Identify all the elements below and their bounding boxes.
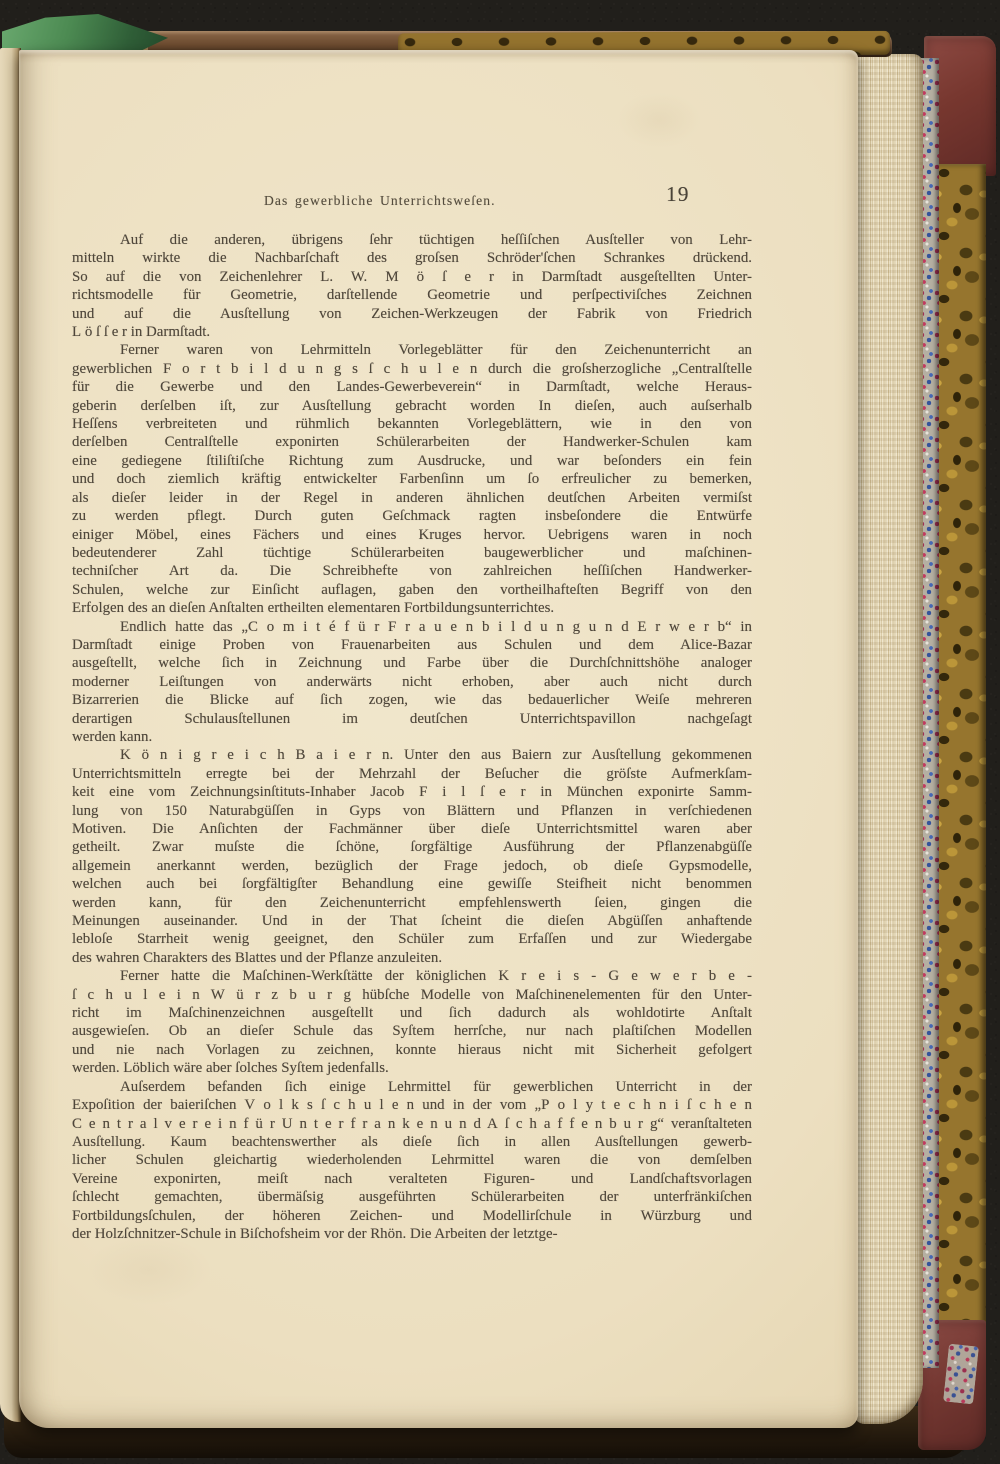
- text-line: richtsmodelle für Geometrie, darſtellende Geometrie und perſpectiviſches Zeichnen: [72, 287, 752, 304]
- page-number: 19: [666, 182, 690, 206]
- text-line: Ferner hatte die Maſchinen-Werkſtätte der königlichen K r e i s - G e w e r b e -: [120, 968, 752, 985]
- text-line: zu werden pflegt. Durch guten Geſchmack ragten insbeſondere die Entwürfe: [72, 508, 752, 525]
- text-line: geberin derſelben iſt, zur Ausſtellung gebracht worden In dieſen, auch auſserhalb: [72, 397, 752, 414]
- paragraph: [72, 231, 752, 341]
- text-line: Ausſtellung. Kaum beachtenswerther als dieſe ſich in allen Ausſtellungen gewerb-: [72, 1133, 752, 1150]
- text-line: Motiven. Die Anſichten der Fachmänner über dieſe Unterrichtsmittel waren aber: [72, 821, 752, 837]
- text-line: und nie nach Vorlagen zu zeichnen, konnte hieraus nicht mit Sicherheit gefolgert: [72, 1041, 752, 1058]
- text-line: L ö ſ ſ e r in Darmſtadt.: [72, 324, 211, 341]
- text-line: bedeutenderer Zahl tüchtige Schülerarbeiten baugewerblicher und maſchinen-: [72, 544, 752, 561]
- text-line: derartigen Schulausſtellunen im deutſchen Unterrichtspavillon nachgeſagt: [72, 710, 752, 727]
- text-line: ausgewieſen. Ob an dieſer Schule das Syſtem herrſche, nur nach plaſtiſchen Modellen: [72, 1023, 752, 1040]
- text-line: ausgeſtellt, welche ſich in Zeichnung und Farbe über die Durchſchnittshöhe analoger: [72, 655, 752, 672]
- text-line: eine gediegene ſtiliſtiſche Richtung zum Ausdrucke, und war beſonders ein fein: [72, 452, 752, 469]
- text-line: einiger Möbel, eines Fächers und eines Kruges hervor. Uebrigens waren in noch: [72, 526, 752, 543]
- text-line: Ferner waren von Lehrmitteln Vorlegeblätter für den Zeichenunterricht an: [120, 342, 752, 359]
- text-line: So auf die von Zeichenlehrer L. W. M ö ſ e r in Darmſtadt ausgeſtellten Unter-: [72, 268, 752, 285]
- text-line: werden kann, für den Zeichenunterricht empfehlenswerth ſeien, gingen die: [72, 894, 752, 911]
- text-line: lung von 150 Naturabgüſſen in Gyps von Blättern und Pflanzen in verſchiedenen: [72, 802, 752, 819]
- text-line: Darmſtadt einige Proben von Frauenarbeiten aus Schulen und dem Alice-Bazar: [72, 636, 752, 653]
- paragraph: [72, 746, 752, 967]
- text-line: licher Schulen gleichartig wiederholenden Lehrmittel waren die von demſelben: [72, 1152, 752, 1169]
- text-line: mitteln wirkte die Nachbarſchaft des groſsen Schröder'ſchen Schrankes drückend.: [72, 250, 752, 267]
- text-line: Bizarrerien die Blicke auf ſich zogen, wie das bedauerlicher Weiſe mehreren: [72, 692, 752, 709]
- text-line: Auſserdem befanden ſich einige Lehrmittel für gewerblichen Unterricht in der: [120, 1078, 752, 1095]
- paragraph: [72, 618, 752, 747]
- text-line: Heſſens verbreiteten und rühmlich bekannten Vorlegeblättern, wie in den von: [72, 416, 752, 433]
- text-line: Erfolgen des an dieſen Anſtalten ertheilten elementaren Fortbildungsunterrichtes.: [72, 600, 555, 617]
- text-line: werden kann.: [72, 728, 153, 745]
- paragraph: [72, 1078, 752, 1244]
- text-line: der Holzſchnitzer-Schule in Biſchofsheim vor der Rhön. Die Arbeiten der letztge-: [72, 1225, 558, 1242]
- text-line: ſ c h u l e i n W ü r z b u r g hübſche Modelle von Maſchinenelementen für den Unter-: [72, 986, 752, 1003]
- text-line: Auf die anderen, übrigens ſehr tüchtigen heſſiſchen Ausſteller von Lehr-: [120, 232, 752, 248]
- text-line: für die Gewerbe und den Landes-Gewerbeverein“ in Darmſtadt, welche Heraus-: [72, 379, 752, 396]
- text-line: K ö n i g r e i c h B a i e r n. Unter den aus Baiern zur Ausſtellung gekommenen: [120, 747, 752, 764]
- text-line: und doch ziemlich kräftig entwickelter Farbenſinn um ſo erfreulicher zu bemerken,: [72, 471, 752, 488]
- text-line: C e n t r a l v e r e i n f ü r U n t e r f r a n k e n u n d A ſ c h a f f e n b u r g“ veranſtalteten: [72, 1115, 752, 1132]
- text-line: moderner Leiſtungen von anderwärts nicht erhoben, aber auch nicht durch: [72, 673, 752, 690]
- text-line: werden. Löblich wäre aber ſolches Syſtem jedenfalls.: [72, 1060, 389, 1077]
- text-line: welchen auch bei ſorgfältigſter Behandlung eine gewiſſe Steifheit nicht benommen: [72, 876, 752, 893]
- text-line: keit eine vom Zeichnungsinſtituts-Inhaber Jacob F i l ſ e r in München exponirte Samm-: [72, 784, 752, 801]
- text-line: und auf die Ausſtellung von Zeichen-Werkzeugen der Fabrik von Friedrich: [72, 305, 752, 322]
- text-line: richt im Maſchinenzeichnen ausgeſtellt und ſich dadurch als wohldotirte Anſtalt: [72, 1005, 752, 1022]
- text-line: allgemein anerkannt werden, bezüglich der Frage jedoch, ob dieſe Gypsmodelle,: [72, 857, 752, 874]
- paragraph: [72, 967, 752, 1077]
- running-head: [72, 182, 752, 222]
- text-line: ſchlecht gemachten, übermäſsig ausgeführten Schülerarbeiten der unterfränkiſchen: [72, 1189, 752, 1206]
- running-head-title: Das gewerbliche Unterrichtsweſen.: [264, 193, 496, 208]
- text-line: Schulen, welche zur Einſicht auflagen, gaben den vortheilhafteſten Begriff von den: [72, 581, 752, 598]
- marbled-endpaper-corner-bit: [943, 1344, 979, 1405]
- text-line: gewerblichen F o r t b i l d u n g s ſ c h u l e n durch die groſsherzogliche „Centralſtelle: [72, 360, 752, 377]
- text-line: derſelben Centralſtelle exponirten Schülerarbeiten der Handwerker-Schulen kam: [72, 434, 752, 451]
- text-line: getheilt. Zwar muſste die ſchöne, ſorgfältige Ausführung der Pflanzenabgüſſe: [72, 839, 752, 856]
- text-line: Meinungen auseinander. Und in der That ſcheint die dieſen Abgüſſen anhaftende: [72, 913, 752, 930]
- book-page: [19, 50, 858, 1428]
- text-line: lebloſe Starrheit wenig geeignet, den Schüler zum Erfaſſen und zur Wiedergabe: [72, 931, 752, 948]
- text-line: als dieſer leider in der Regel in anderen ähnlichen deutſchen Arbeiten vermiſst: [72, 489, 752, 506]
- text-line: Vereine exponirten, meiſt nach veralteten Figuren- und Landſchaftsvorlagen: [72, 1170, 752, 1187]
- text-block: [72, 231, 752, 1243]
- text-line: Unterrichtsmitteln erregte bei der Mehrzahl der Beſucher die gröſste Aufmerkſam-: [72, 765, 752, 782]
- text-line: Expoſition der baieriſchen V o l k s ſ c h u l e n und in der vom „P o l y t e c h n i ſ c h e n: [72, 1097, 752, 1114]
- text-line: Fortbildungsſchulen, der höheren Zeichen- und Modellirſchule in Würzburg und: [72, 1207, 752, 1224]
- page-fore-edge-stack: [853, 54, 923, 1424]
- gutter-fold: [0, 48, 21, 1422]
- text-line: techniſcher Art da. Die Schreibhefte von zahlreichen heſſiſchen Handwerker-: [72, 563, 752, 580]
- text-line: Endlich hatte das „C o m i t é f ü r F r a u e n b i l d u n g u n d E r w e r b“ in: [120, 618, 752, 635]
- text-line: des wahren Charakters des Blattes und der Pflanze anzuleiten.: [72, 949, 443, 966]
- marbled-board-edge: [932, 164, 986, 1332]
- paragraph: [72, 341, 752, 617]
